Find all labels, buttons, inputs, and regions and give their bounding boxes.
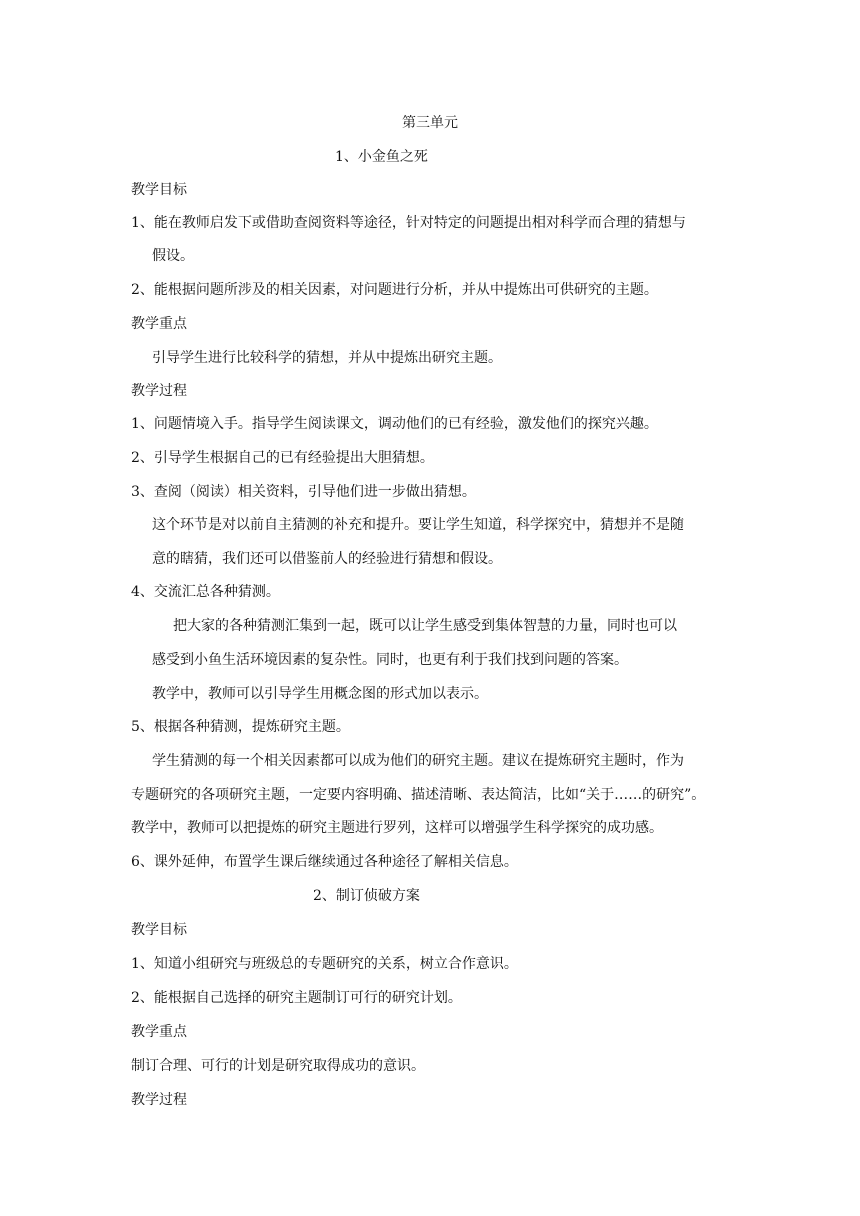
lesson1-key-heading: 教学重点: [131, 316, 187, 332]
lesson1-step3-note-line2: 意的瞎猜，我们还可以借鉴前人的经验进行猜想和假设。: [152, 551, 502, 567]
lesson1-goal2: 2、能根据问题所涉及的相关因素，对问题进行分析，并从中提炼出可供研究的主题。: [131, 282, 658, 298]
lesson1-goal1-line2: 假设。: [152, 248, 194, 264]
lesson1-step4-note-line3: 教学中，教师可以引导学生用概念图的形式加以表示。: [152, 686, 488, 702]
lesson1-process-heading: 教学过程: [131, 383, 187, 399]
lesson1-step3-note-line1: 这个环节是对以前自主猜测的补充和提升。要让学生知道，科学探究中，猜想并不是随: [152, 517, 684, 533]
lesson1-step4: 4、交流汇总各种猜测。: [131, 584, 280, 600]
unit-title: 第三单元: [402, 115, 458, 131]
lesson1-step4-note-line1: 把大家的各种猜测汇集到一起，既可以让学生感受到集体智慧的力量，同时也可以: [173, 618, 677, 634]
lesson1-step4-note-line2: 感受到小鱼生活环境因素的复杂性。同时，也更有利于我们找到问题的答案。: [152, 652, 628, 668]
lesson2-goal2: 2、能根据自己选择的研究主题制订可行的研究计划。: [131, 990, 462, 1006]
lesson1-step3: 3、查阅（阅读）相关资料，引导他们进一步做出猜想。: [131, 484, 476, 500]
lesson2-key-text: 制订合理、可行的计划是研究取得成功的意识。: [131, 1058, 425, 1074]
lesson1-goal1-line1: 1、能在教师启发下或借助查阅资料等途径，针对特定的问题提出相对科学而合理的猜想与: [131, 215, 686, 231]
lesson1-step2: 2、引导学生根据自己的已有经验提出大胆猜想。: [131, 450, 434, 466]
lesson1-step5-note-line2: 专题研究的各项研究主题，一定要内容明确、描述清晰、表达简洁，比如“关于……的研究”。: [131, 787, 706, 803]
lesson1-step5: 5、根据各种猜测，提炼研究主题。: [131, 719, 350, 735]
lesson1-title: 1、小金鱼之死: [335, 149, 428, 165]
lesson2-process-heading: 教学过程: [131, 1092, 187, 1108]
lesson2-goal1: 1、知道小组研究与班级总的专题研究的关系，树立合作意识。: [131, 956, 518, 972]
lesson1-step1: 1、问题情境入手。指导学生阅读课文，调动他们的已有经验，激发他们的探究兴趣。: [131, 416, 658, 432]
lesson1-step6: 6、课外延伸，布置学生课后继续通过各种途径了解相关信息。: [131, 854, 518, 870]
lesson1-step5-note-line3: 教学中，教师可以把提炼的研究主题进行罗列，这样可以增强学生科学探究的成功感。: [131, 820, 663, 836]
lesson1-step5-note-line1: 学生猜测的每一个相关因素都可以成为他们的研究主题。建议在提炼研究主题时，作为: [152, 753, 684, 769]
lesson1-key-text: 引导学生进行比较科学的猜想，并从中提炼出研究主题。: [152, 350, 502, 366]
lesson2-key-heading: 教学重点: [131, 1024, 187, 1040]
lesson2-goals-heading: 教学目标: [131, 922, 187, 938]
lesson1-goals-heading: 教学目标: [131, 182, 187, 198]
lesson2-title: 2、制订侦破方案: [313, 888, 420, 904]
